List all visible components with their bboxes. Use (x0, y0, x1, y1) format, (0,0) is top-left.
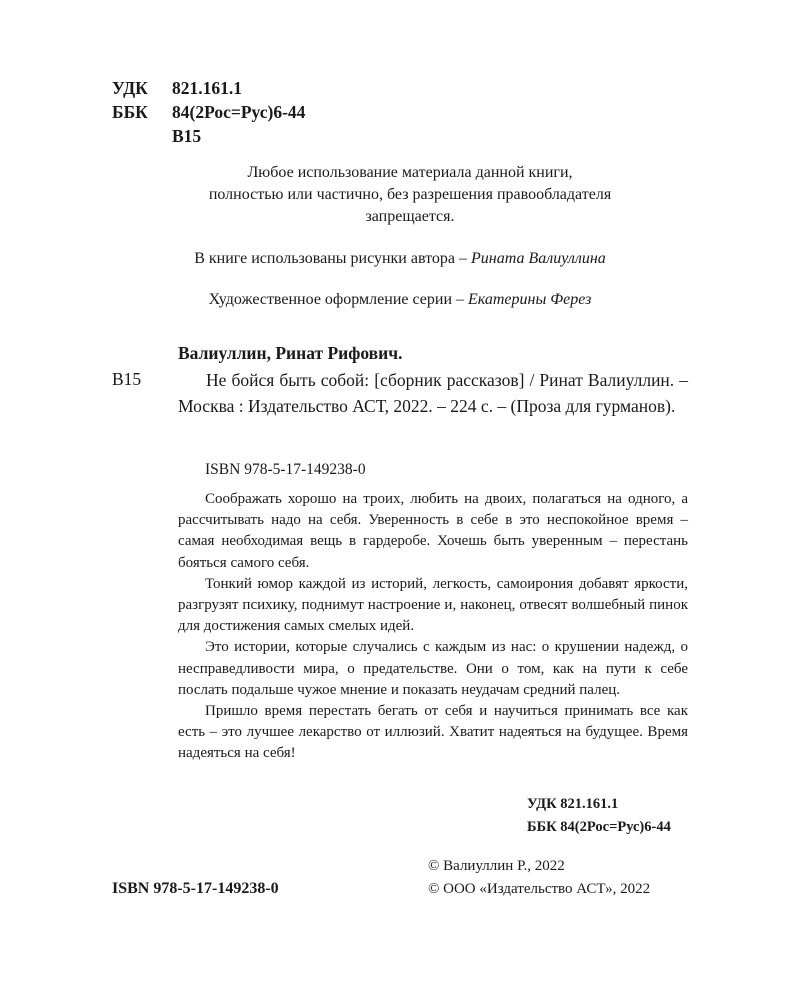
footer-isbn: ISBN 978-5-17-149238-0 (112, 880, 279, 897)
catalog-index: В15 (112, 369, 142, 389)
copyright-notice (130, 162, 690, 228)
copyright-author: © Валиуллин Р., 2022 (428, 858, 565, 874)
annotation-paragraph: Пришло время перестать бегать от себя и научиться принимать все как есть – это лучшее лекарство от иллюзий. Хватит надеяться на будущее. Время надеяться на себя! (178, 703, 688, 762)
copyright-publisher: © ООО «Издательство АСТ», 2022 (428, 881, 651, 897)
design-credit (100, 289, 700, 311)
footer-bbk: ББК 84(2Рос=Рус)6-44 (527, 819, 671, 835)
notice-line-1: Любое использование материала данной книги, (247, 164, 573, 181)
illustrations-name: Рината Валиуллина (471, 250, 606, 267)
illustrations-credit (100, 248, 700, 270)
annotation-paragraph: Тонкий юмор каждой из историй, легкость, самоирония добавят яркости, разгрузят психику, поднимут настроение и, наконец, отвесят волшебный пинок для достижения самых смелых идей. (178, 575, 688, 635)
notice-line-2: полностью или частично, без разрешения правообладателя (208, 186, 612, 203)
bbk-row (112, 100, 305, 124)
footer-udk: УДК 821.161.1 (527, 796, 619, 812)
illustrations-prefix: В книге использованы рисунки автора – (194, 250, 467, 267)
catalog-author: Валиуллин, Ринат Рифович. (178, 343, 403, 363)
udk-label: УДК (112, 78, 148, 98)
catalog-isbn: ISBN 978-5-17-149238-0 (205, 461, 366, 478)
footer-codes (527, 793, 671, 839)
classification-codes (112, 76, 305, 148)
annotation (178, 489, 688, 765)
author-sign: В15 (172, 126, 202, 146)
udk-value: 821.161.1 (172, 78, 242, 98)
annotation-paragraph: Соображать хорошо на троих, любить на двоих, полагаться на одного, а рассчитывать надо на себя. Уверенность в себе в это неспокойное время – самая необходимая вещь в гардеробе. Хочешь быть уверенным – перестань бояться самого себя. (178, 491, 688, 571)
catalog-description (178, 367, 688, 419)
bbk-label: ББК (112, 102, 148, 122)
notice-line-3: запрещается. (365, 208, 455, 225)
bbk-value: 84(2Рос=Рус)6-44 (172, 102, 306, 122)
copyright-block (428, 855, 650, 901)
design-name: Екатерины Ферез (468, 291, 592, 308)
annotation-paragraph: Это истории, которые случались с каждым из нас: о крушении надежд, о несправедливости мира, о предательстве. Они о том, как на пути к себе послать подальше чужое мнение и показать неудачам средний палец. (178, 639, 688, 698)
udk-row (112, 76, 305, 100)
catalog-description-text: Не бойся быть собой: [сборник рассказов] / Ринат Валиуллин. – Москва : Издательство АСТ, 2022. – 224 с. – (Проза для гурманов). (178, 370, 688, 416)
design-prefix: Художественное оформление серии – (208, 291, 464, 308)
